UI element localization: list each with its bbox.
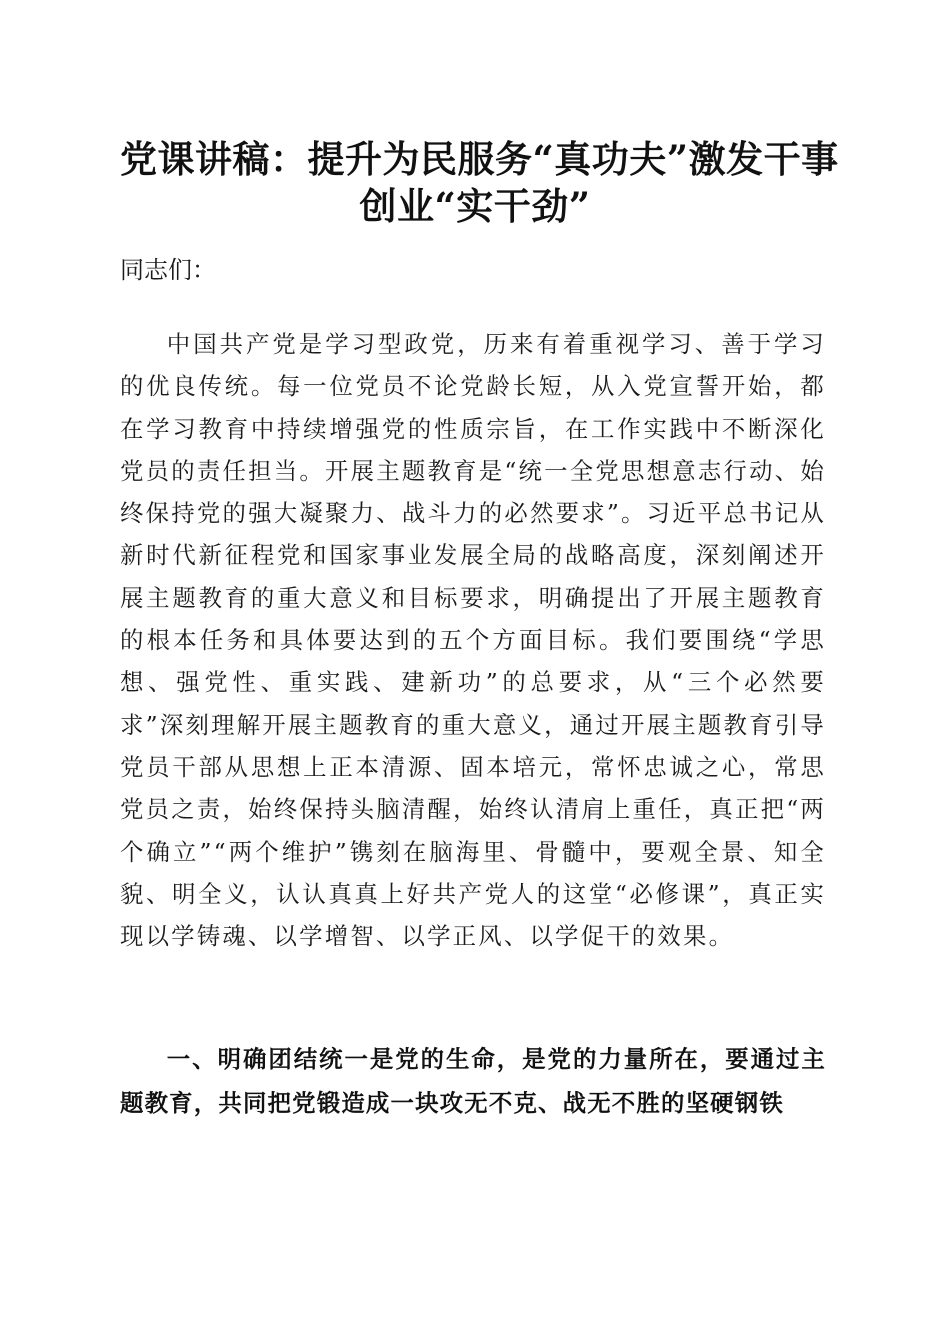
salutation: 同志们： — [120, 256, 216, 284]
section-heading: 一、明确团结统一是党的生命，是党的力量所在，要通过主题教育，共同把党锻造成一块攻无不克、战无不胜的坚硬钢铁 — [120, 1045, 826, 1117]
body-paragraph: 中国共产党是学习型政党，历来有着重视学习、善于学习的优良传统。每一位党员不论党龄长短，从入党宣誓开始，都在学习教育中持续增强党的性质宗旨，在工作实践中不断深化党员的责任担当。开展主题教育是“统一全党思想意志行动、始终保持党的强大凝聚力、战斗力的必然要求”。习近平总书记从新时代新征程党和国家事业发展全局的战略高度，深刻阐述开展主题教育的重大意义和目标要求，明确提出了开展主题教育的根本任务和具体要达到的五个方面目标。我们要围绕“学思想、强党性、重实践、建新功”的总要求，从“三个必然要求”深刻理解开展主题教育的重大意义，通过开展主题教育引导党员干部从思想上正本清源、固本培元，常怀忠诚之心，常思党员之责，始终保持头脑清醒，始终认清肩上重任，真正把“两个确立”“两个维护”镌刻在脑海里、骨髓中，要观全景、知全貌、明全义，认认真真上好共产党人的这堂“必修课”，真正实现以学铸魂、以学增智、以学正风、以学促干的效果。 — [120, 330, 826, 951]
document-title-line-1: 党课讲稿：提升为民服务“真功夫”激发干事 — [120, 137, 839, 181]
document-title-line-2: 创业“实干劲” — [359, 184, 591, 228]
